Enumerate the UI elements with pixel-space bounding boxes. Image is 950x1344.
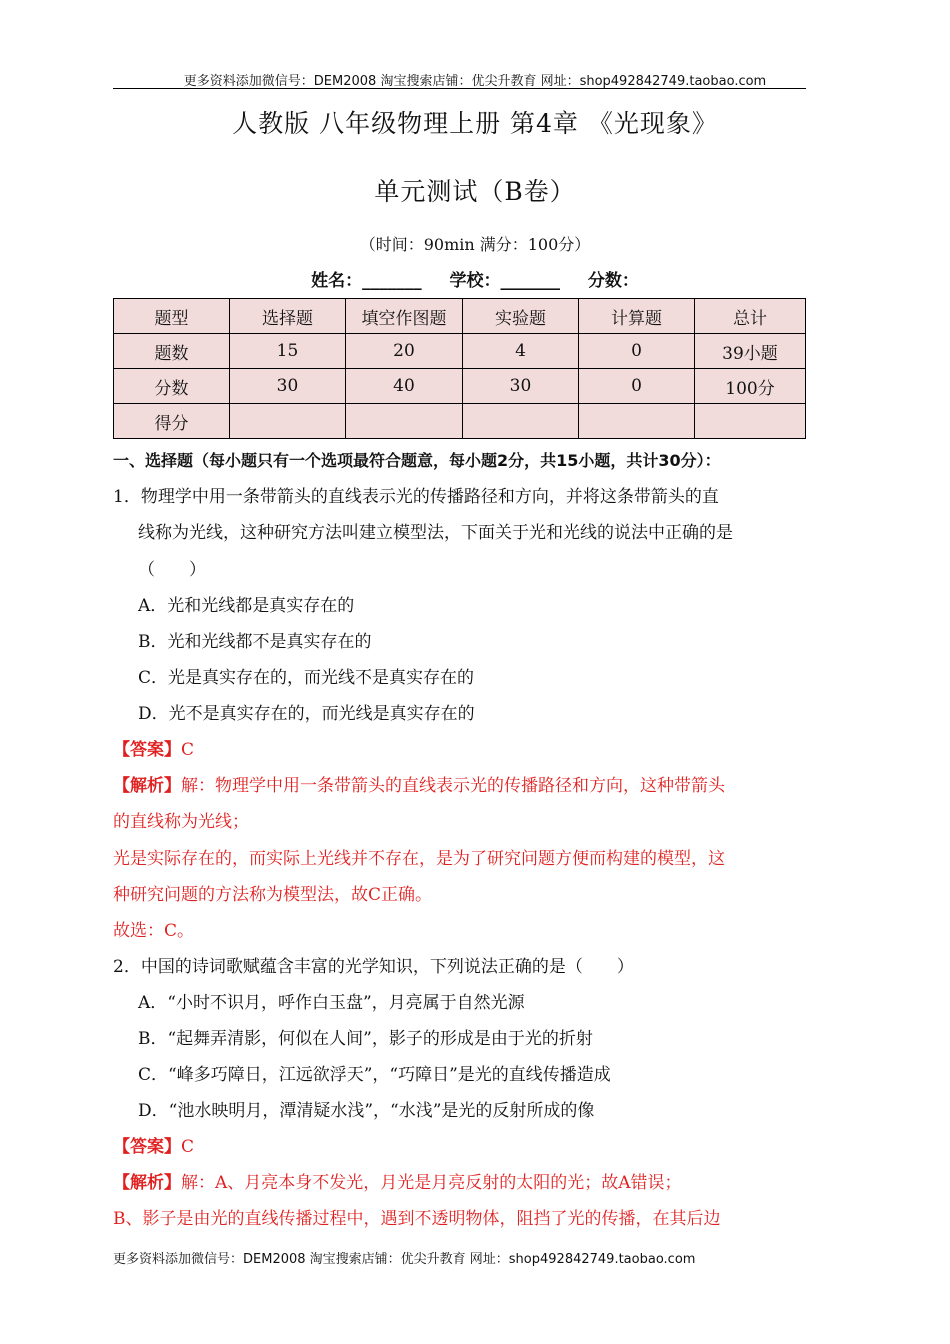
score-field[interactable]: 分数： [587, 271, 639, 291]
q1-option-d: D．光不是真实存在的，而光线是真实存在的 [138, 704, 475, 724]
table-row [114, 299, 806, 334]
table-cell: 40 [346, 369, 463, 404]
q2-stem: 2．中国的诗词歌赋蕴含丰富的光学知识，下列说法正确的是（ ） [113, 957, 634, 977]
q1-analysis-4: 种研究问题的方法称为模型法，故C正确。 [113, 885, 433, 905]
title-line-1: 人教版 八年级物理上册 第4章 《光现象》 [232, 109, 718, 138]
table-row [114, 369, 806, 404]
q1-option-b: B．光和光线都不是真实存在的 [138, 632, 372, 652]
q2-analysis-1 [113, 1168, 682, 1193]
table-cell[interactable] [230, 404, 346, 439]
q1-analysis-2: 的直线称为光线； [113, 812, 249, 832]
q1-analysis-1 [113, 771, 725, 796]
q1-answer [113, 735, 194, 760]
table-row [114, 404, 806, 439]
table-cell[interactable] [695, 404, 806, 439]
answer-value: C [181, 740, 195, 760]
table-cell: 100分 [695, 369, 806, 404]
student-fields [0, 266, 950, 291]
table-cell: 分数 [114, 369, 230, 404]
q1-stem-3: （ ） [138, 560, 206, 580]
table-cell: 4 [463, 334, 579, 369]
table-cell: 15 [230, 334, 346, 369]
q2-answer [113, 1132, 194, 1157]
table-cell[interactable] [579, 404, 695, 439]
q2-analysis-2: B、影子是由光的直线传播过程中，遇到不透明物体，阻挡了光的传播，在其后边 [113, 1209, 721, 1229]
page-footer: 更多资料添加微信号：DEM2008 淘宝搜索店铺：优尖升教育 网址：shop492842749.taobao.com [113, 1252, 696, 1267]
page-header: 更多资料添加微信号：DEM2008 淘宝搜索店铺：优尖升教育 网址：shop492842749.taobao.com [183, 74, 767, 89]
table-row [114, 334, 806, 369]
table-cell: 0 [579, 369, 695, 404]
q1-option-a: A．光和光线都是真实存在的 [138, 596, 355, 616]
table-cell: 30 [230, 369, 346, 404]
table-cell[interactable] [346, 404, 463, 439]
title-line-2: 单元测试（B卷） [374, 177, 576, 206]
q1-analysis-3: 光是实际存在的，而实际上光线并不存在，是为了研究问题方便而构建的模型，这 [113, 849, 725, 869]
answer-label: 【答案】 [113, 740, 181, 760]
table-cell: 39小题 [695, 334, 806, 369]
table-cell: 实验题 [463, 299, 579, 334]
table-cell: 得分 [114, 404, 230, 439]
analysis-text: 解：A、月亮本身不发光，月光是月亮反射的太阳的光；故A错误； [181, 1173, 682, 1193]
table-cell: 总计 [695, 299, 806, 334]
q1-option-c: C．光是真实存在的，而光线不是真实存在的 [138, 668, 475, 688]
q2-option-b: B．“起舞弄清影，何似在人间”，影子的形成是由于光的折射 [138, 1029, 593, 1049]
analysis-label: 【解析】 [113, 776, 181, 796]
section-heading: 一、选择题（每小题只有一个选项最符合题意，每小题2分，共15小题，共计30分）： [113, 451, 721, 470]
table-cell: 计算题 [579, 299, 695, 334]
q2-option-d: D．“池水映明月，潭清疑水浅”，“水浅”是光的反射所成的像 [138, 1101, 595, 1121]
q1-stem-1: 1．物理学中用一条带箭头的直线表示光的传播路径和方向，并将这条带箭头的直 [113, 487, 719, 507]
answer-value: C [181, 1137, 195, 1157]
analysis-label: 【解析】 [113, 1173, 181, 1193]
q1-stem-2: 线称为光线，这种研究方法叫建立模型法，下面关于光和光线的说法中正确的是 [138, 523, 733, 543]
table-cell: 填空作图题 [346, 299, 463, 334]
table-cell: 题型 [114, 299, 230, 334]
school-field[interactable]: 学校：_______ [449, 271, 560, 291]
q1-choice: 故选：C。 [113, 921, 195, 941]
table-cell: 选择题 [230, 299, 346, 334]
table-cell[interactable] [463, 404, 579, 439]
answer-label: 【答案】 [113, 1137, 181, 1157]
exam-meta: （时间：90min 满分：100分） [359, 235, 591, 254]
table-cell: 30 [463, 369, 579, 404]
q2-option-c: C．“峰多巧障日，江远欲浮天”，“巧障日”是光的直线传播造成 [138, 1065, 611, 1085]
table-cell: 0 [579, 334, 695, 369]
table-cell: 20 [346, 334, 463, 369]
analysis-text: 解：物理学中用一条带箭头的直线表示光的传播路径和方向，这种带箭头 [181, 776, 725, 796]
name-field[interactable]: 姓名：_______ [311, 271, 422, 291]
header-rule [113, 88, 806, 89]
score-table [113, 298, 806, 439]
q2-option-a: A．“小时不识月，呼作白玉盘”，月亮属于自然光源 [138, 993, 525, 1013]
table-cell: 题数 [114, 334, 230, 369]
